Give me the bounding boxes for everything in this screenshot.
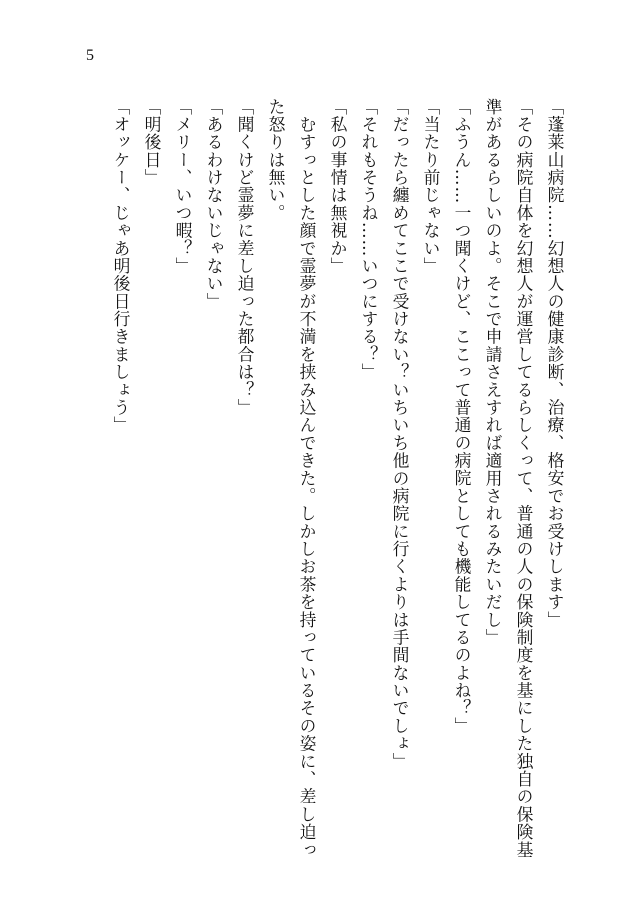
text-line-4: 「当たり前じゃない」 (421, 98, 441, 275)
page-number: 5 (86, 47, 94, 64)
text-line-10: 「あるわけないじゃない」 (204, 98, 224, 311)
text-line-3: 「ふうん……一つ聞くけど、ここって普通の病院としても機能してるのよね？」 (452, 98, 472, 735)
text-line-6: 「それもそうね……いつにする？」 (359, 98, 379, 382)
text-line-9: 「聞くけど霊夢に差し迫った都合は？」 (235, 98, 255, 417)
vertical-text-body (105, 98, 570, 868)
text-line-1: 「蓬莱山病院……幻想人の健康診断、治療、格安でお受けします」 (545, 98, 565, 629)
text-line-13: 「オッケー、じゃあ明後日行きましょう」 (111, 98, 131, 435)
text-line-5: 「だったら纏めてここで受けない？いちいち他の病院に行くよりは手間ないでしょ」 (390, 98, 410, 771)
text-line-2: 「その病院自体を幻想人が運営してるらしくって、普通の人の保険制度を基にした独自の保険基準があるらしいのよ。そこで申請さえすれば適用されるみたいだし」 (483, 98, 534, 859)
text-line-12: 「明後日」 (142, 98, 162, 187)
text-line-11: 「メリー、いつ暇？」 (173, 98, 193, 275)
text-line-8: むすっとした顔で霊夢が不満を挟み込んできた。しかしお茶を持っているその姿に、差し迫った怒りは無い。 (266, 98, 317, 859)
text-line-7: 「私の事情は無視か」 (328, 98, 348, 275)
